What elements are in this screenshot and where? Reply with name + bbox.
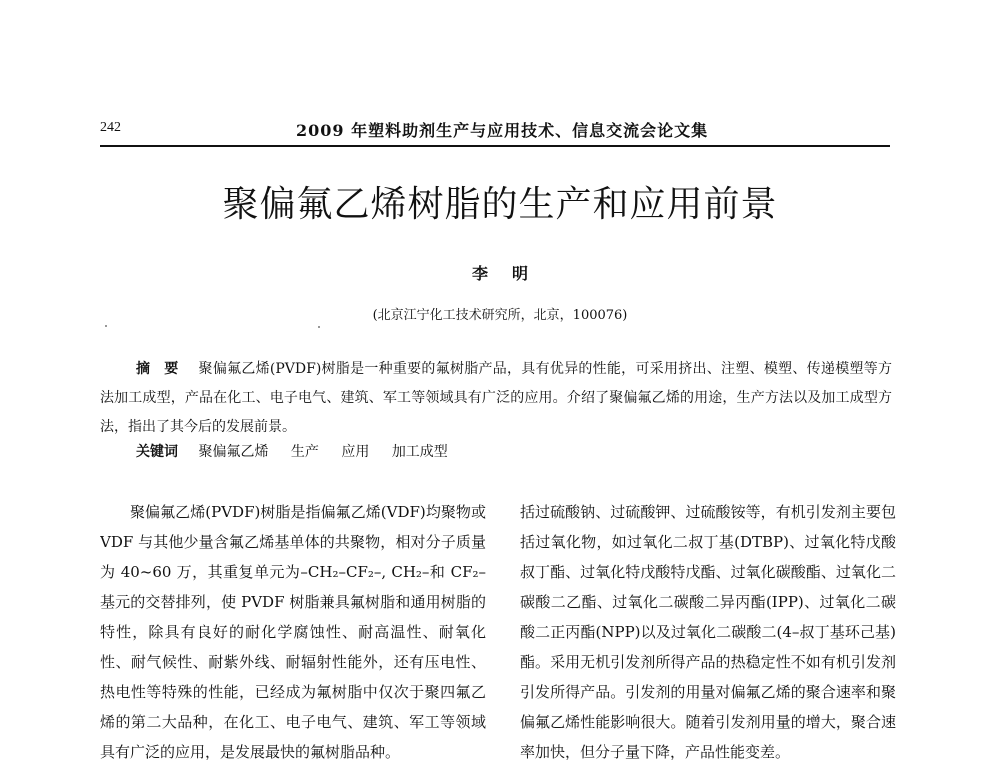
- keywords-label: 关键词: [136, 444, 178, 460]
- scan-speck: [105, 325, 107, 327]
- page-number: 242: [100, 120, 121, 135]
- body-right-text: 括过硫酸钠、过硫酸钾、过硫酸铵等，有机引发剂主要包括过氧化物，如过氧化二叔丁基(DTBP)、过氧化特戊酸叔丁酯、过氧化特戊酸特戊酯、过氧化碳酸酯、过氧化二碳酸二乙酯、过氧化二碳酸二异丙酯(IPP)、过氧化二碳酸二正丙酯(NPP)以及过氧化二碳酸二(4–叔丁基环己基)酯。采用无机引发剂所得产品的热稳定性不如有机引发剂引发所得产品。引发剂的用量对偏氟乙烯的聚合速率和聚偏氟乙烯性能影响很大。随着引发剂用量的增大，聚合速率加快，但分子量下降，产品性能变差。: [520, 503, 896, 760]
- scan-speck: [318, 326, 320, 328]
- body-left-text: 聚偏氟乙烯(PVDF)树脂是指偏氟乙烯(VDF)均聚物或 VDF 与其他少量含氟乙烯基单体的共聚物，相对分子质量为 40~60 万，其重复单元为–CH₂–CF₂–, CH₂–和 CF₂–基元的交替排列，使 PVDF 树脂兼具氟树脂和通用树脂的特性，除具有良好的耐化学腐蚀性、耐高温性、耐氧化性、耐气候性、耐紫外线、耐辐射性能外，还有压电性、热电性等特殊的性能，已经成为氟树脂中仅次于聚四氟乙烯的第二大品种，在化工、电子电气、建筑、军工等领域具有广泛的应用，是发展最快的氟树脂品种。: [100, 503, 486, 760]
- abstract-text: 聚偏氟乙烯(PVDF)树脂是一种重要的氟树脂产品，具有优异的性能，可采用挤出、注塑、模塑、传递模塑等方法加工成型，产品在化工、电子电气、建筑、军工等领域具有广泛的应用。介绍了聚偏氟乙烯的用途，生产方法以及加工成型方法，指出了其今后的发展前景。: [100, 361, 893, 435]
- keyword: 应用: [341, 444, 370, 460]
- abstract-label: 摘要: [136, 361, 193, 377]
- keywords: [136, 441, 466, 461]
- body-right-column: [520, 497, 896, 760]
- keyword: 聚偏氟乙烯: [198, 444, 269, 460]
- body-left-column: [100, 497, 486, 760]
- author-name: 李明: [471, 264, 552, 283]
- article-title: 聚偏氟乙烯树脂的生产和应用前景: [222, 184, 778, 225]
- running-header: 2009 年塑料助剂生产与应用技术、信息交流会论文集: [296, 121, 709, 140]
- author-affiliation: (北京江宁化工技术研究所，北京，100076): [372, 308, 628, 323]
- header-rule: [100, 145, 890, 147]
- keyword: 生产: [290, 444, 319, 460]
- keyword: 加工成型: [391, 444, 448, 460]
- abstract: [100, 355, 892, 442]
